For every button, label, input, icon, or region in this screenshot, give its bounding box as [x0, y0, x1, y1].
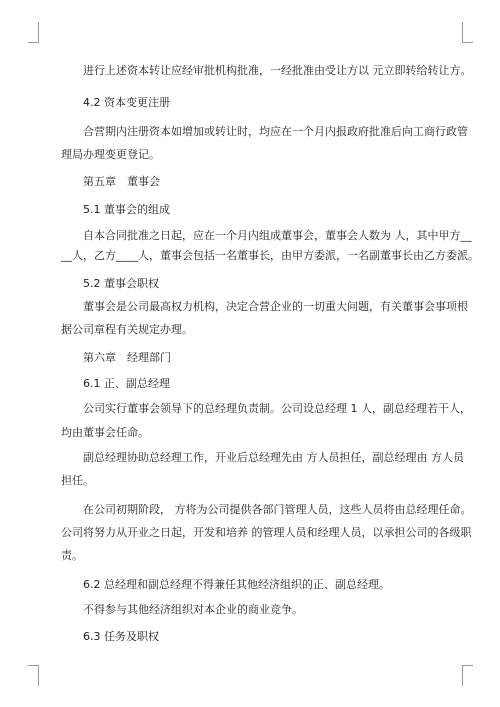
chapter-heading: 第六章 经理部门 — [83, 351, 171, 364]
section-heading: 5.1 董事会的组成 — [83, 203, 170, 216]
section-heading: 6.1 正、副总经理 — [83, 377, 170, 390]
paragraph-line: 理局办理变更登记。 — [61, 148, 160, 161]
crop-mark-bottom-right — [462, 665, 473, 686]
paragraph-line: 担任。 — [61, 474, 94, 487]
crop-mark-bottom-left — [28, 665, 39, 686]
paragraph-line: 均由董事会任命。 — [61, 426, 149, 439]
paragraph-line: 在公司初期阶段， 方将为公司提供各部门管理人员，这些人员将由总经理任命。 — [83, 503, 472, 516]
paragraph-line: 责。 — [61, 549, 83, 562]
crop-mark-top-right — [462, 22, 473, 43]
paragraph-line: 自本合同批准之日起，应在一个月内组成董事会，董事会人数为 人，其中甲方__ — [83, 229, 472, 242]
chapter-heading: 第五章 董事会 — [83, 175, 160, 188]
section-heading: 6.3 任务及职权 — [83, 630, 159, 643]
section-heading: 4.2 资本变更注册 — [83, 96, 170, 109]
paragraph-line: 副总经理协助总经理工作，开业后总经理先由 方人员担任，副总经理由 方人员 — [83, 451, 464, 464]
paragraph-line: 董事会是公司最高权力机构，决定合营企业的一切重大问题，有关董事会事项根 — [83, 300, 468, 313]
paragraph-line: 据公司章程有关规定办理。 — [61, 323, 193, 336]
section-heading: 6.2 总经理和副总经理不得兼任其他经济组织的正、副总经理。 — [83, 578, 390, 591]
paragraph-line: 公司实行董事会领导下的总经理负责制。公司设总经理 1 人，副总经理若干人， — [83, 402, 471, 415]
paragraph-line: 不得参与其他经济组织对本企业的商业竞争。 — [83, 603, 303, 616]
paragraph-line: 公司将努力从开业之日起，开发和培养 的管理人员和经理人员，以承担公司的各级职 — [61, 526, 472, 539]
crop-mark-top-left — [28, 22, 39, 43]
section-heading: 5.2 董事会职权 — [83, 277, 159, 290]
paragraph-line: __人，乙方____人，董事会包括一名董事长，由甲方委派，一名副董事长由乙方委派。 — [61, 249, 479, 262]
paragraph-line: 进行上述资本转让应经审批机构批准，一经批准由受让方以 元立即转给转让方。 — [83, 64, 472, 77]
paragraph-line: 合营期内注册资本如增加或转让时，均应在一个月内报政府批准后向工商行政管 — [83, 125, 468, 138]
